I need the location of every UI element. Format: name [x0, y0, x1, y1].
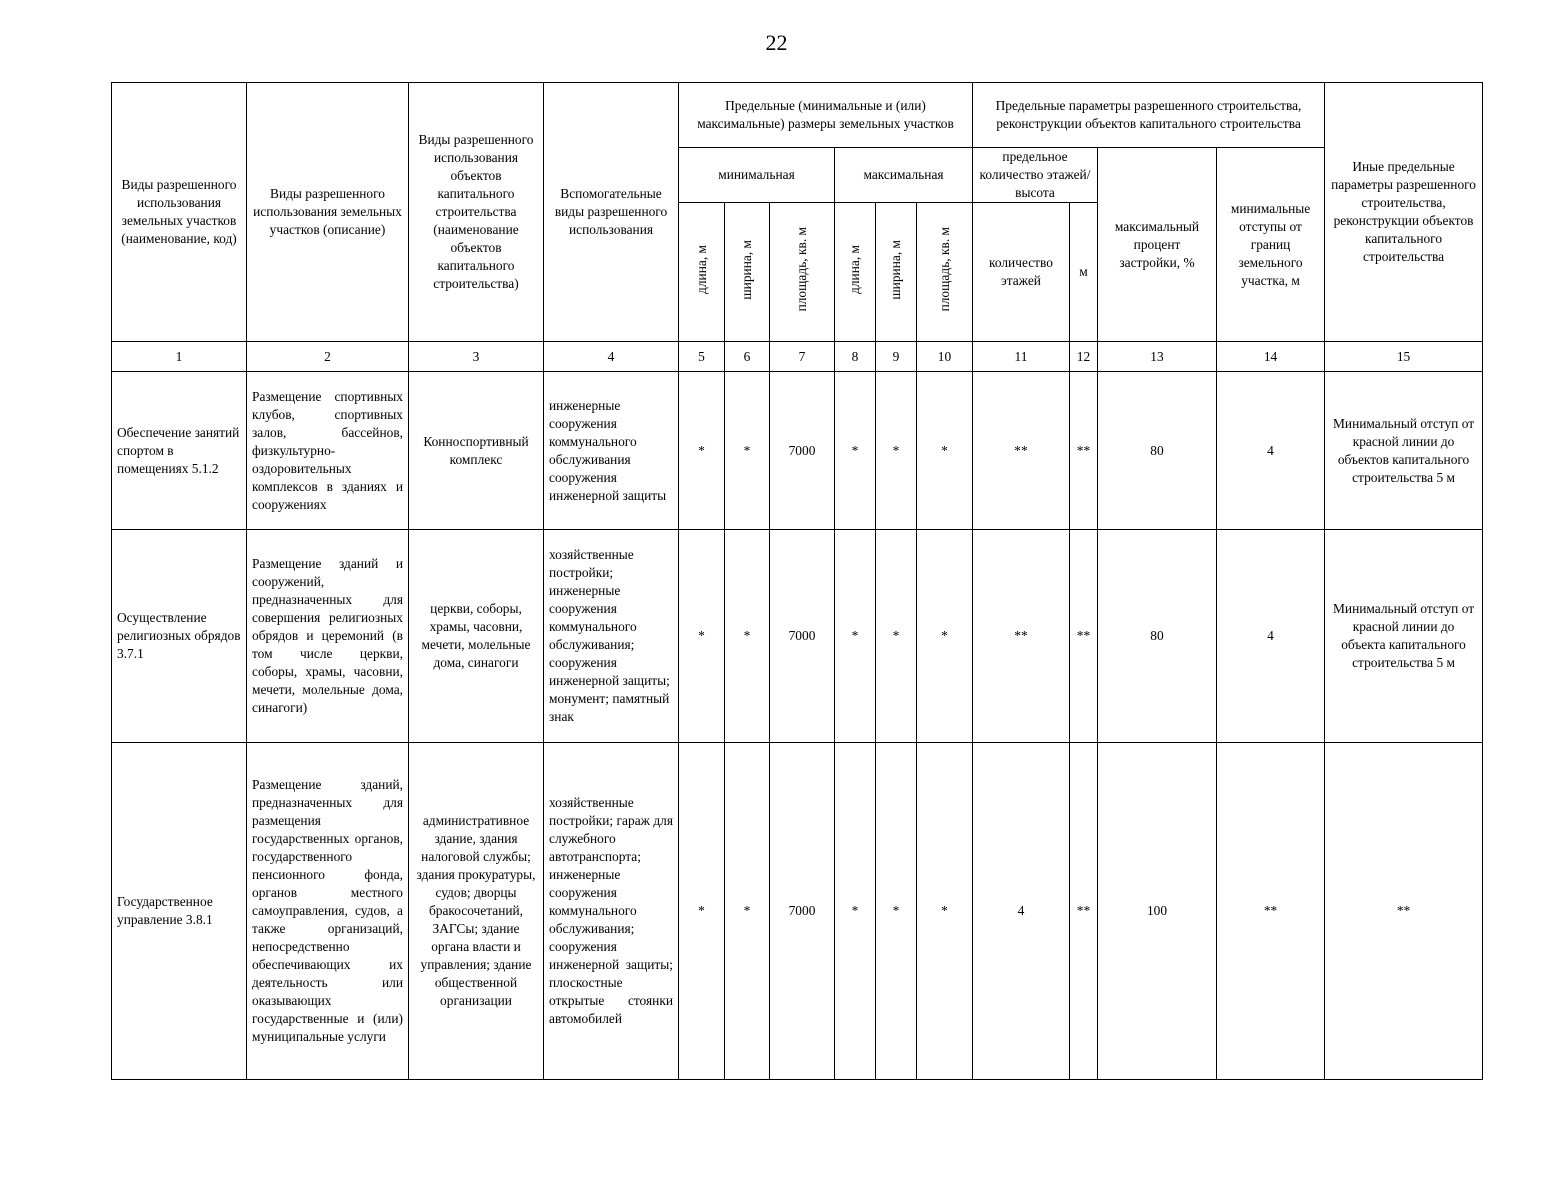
header-min-width: ширина, м: [725, 203, 770, 342]
use-name-cell: Обеспечение занятий спортом в помещениях 5.1.2: [112, 372, 247, 530]
header-floors-count: количество этажей: [973, 203, 1070, 342]
max-percent-cell: 80: [1098, 530, 1217, 743]
floors-cell: **: [973, 372, 1070, 530]
table-row: [112, 530, 1483, 743]
max-length-cell: *: [835, 743, 876, 1080]
max-area-cell: *: [917, 530, 973, 743]
floors-cell: 4: [973, 743, 1070, 1080]
header-build-params: Предельные параметры разрешенного строительства, реконструкции объектов капитального строительства: [973, 83, 1325, 148]
header-max-area: площадь, кв. м: [917, 203, 973, 342]
min-length-cell: *: [679, 372, 725, 530]
table-row: [112, 372, 1483, 530]
column-number: 5: [679, 342, 725, 372]
other-params-cell: Минимальный отступ от красной линии до объекта капитального строительства 5 м: [1325, 530, 1483, 743]
auxiliary-cell: инженерные сооружения коммунального обслуживания сооружения инженерной защиты: [544, 372, 679, 530]
height-cell: **: [1070, 530, 1098, 743]
use-name-cell: Государственное управление 3.8.1: [112, 743, 247, 1080]
height-cell: **: [1070, 372, 1098, 530]
header-min-length: длина, м: [679, 203, 725, 342]
objects-cell: церкви, соборы, храмы, часовни, мечети, молельные дома, синагоги: [409, 530, 544, 743]
header-maximal: максимальная: [835, 148, 973, 203]
column-number: 3: [409, 342, 544, 372]
header-other-params: Иные предельные параметры разрешенного строительства, реконструкции объектов капитального строительства: [1325, 83, 1483, 342]
max-width-cell: *: [876, 743, 917, 1080]
setback-cell: **: [1217, 743, 1325, 1080]
max-width-cell: *: [876, 530, 917, 743]
header-min-area: площадь, кв. м: [770, 203, 835, 342]
header-max-width: ширина, м: [876, 203, 917, 342]
use-name-cell: Осуществление религиозных обрядов 3.7.1: [112, 530, 247, 743]
min-width-cell: *: [725, 530, 770, 743]
column-number: 10: [917, 342, 973, 372]
header-meters: м: [1070, 203, 1098, 342]
column-number: 1: [112, 342, 247, 372]
objects-cell: административное здание, здания налоговой службы; здания прокуратуры, судов; дворцы бракосочетаний, ЗАГСы; здание органа власти и управления; здание общественной организации: [409, 743, 544, 1080]
header-max-percent: максимальный процент застройки, %: [1098, 148, 1217, 342]
zoning-parameters-table: [111, 82, 1483, 1080]
column-number: 15: [1325, 342, 1483, 372]
description-cell: Размещение зданий и сооружений, предназначенных для совершения религиозных обрядов и церемоний (в том числе церкви, соборы, храмы, часовни, мечети, молельные дома, синагоги): [247, 530, 409, 743]
column-number: 12: [1070, 342, 1098, 372]
min-length-cell: *: [679, 743, 725, 1080]
page-number: 22: [765, 30, 788, 55]
other-params-cell: **: [1325, 743, 1483, 1080]
column-number: 11: [973, 342, 1070, 372]
table-row: [112, 743, 1483, 1080]
min-area-cell: 7000: [770, 372, 835, 530]
description-cell: Размещение зданий, предназначенных для размещения государственных органов, государственного пенсионного фонда, органов местного самоуправления, судов, а также организаций, непосредственно обеспечивающих их деятельность или оказывающих государственные и (или) муниципальные услуги: [247, 743, 409, 1080]
max-percent-cell: 80: [1098, 372, 1217, 530]
other-params-cell: Минимальный отступ от красной линии до объектов капитального строительства 5 м: [1325, 372, 1483, 530]
header-max-length: длина, м: [835, 203, 876, 342]
header-plot-sizes: Предельные (минимальные и (или) максимальные) размеры земельных участков: [679, 83, 973, 148]
column-number: 14: [1217, 342, 1325, 372]
header-use-name: Виды разрешенного использования земельных участков (наименование, код): [112, 83, 247, 342]
min-area-cell: 7000: [770, 530, 835, 743]
max-length-cell: *: [835, 372, 876, 530]
column-number: 2: [247, 342, 409, 372]
header-min-setback: минимальные отступы от границ земельного участка, м: [1217, 148, 1325, 342]
description-cell: Размещение спортивных клубов, спортивных залов, бассейнов, физкультурно-оздоровительных комплексов в зданиях и сооружениях: [247, 372, 409, 530]
min-width-cell: *: [725, 743, 770, 1080]
header-floors-height: предельное количество этажей/высота: [973, 148, 1098, 203]
header-objects: Виды разрешенного использования объектов капитального строительства (наименование объектов капитального строительства): [409, 83, 544, 342]
min-length-cell: *: [679, 530, 725, 743]
auxiliary-cell: хозяйственные постройки; инженерные сооружения коммунального обслуживания; сооружения инженерной защиты; монумент; памятный знак: [544, 530, 679, 743]
min-area-cell: 7000: [770, 743, 835, 1080]
column-number: 7: [770, 342, 835, 372]
column-number: 6: [725, 342, 770, 372]
floors-cell: **: [973, 530, 1070, 743]
setback-cell: 4: [1217, 372, 1325, 530]
max-length-cell: *: [835, 530, 876, 743]
max-width-cell: *: [876, 372, 917, 530]
min-width-cell: *: [725, 372, 770, 530]
height-cell: **: [1070, 743, 1098, 1080]
max-percent-cell: 100: [1098, 743, 1217, 1080]
column-number-row: [112, 342, 1483, 372]
column-number: 13: [1098, 342, 1217, 372]
column-number: 8: [835, 342, 876, 372]
header-description: Виды разрешенного использования земельных участков (описание): [247, 83, 409, 342]
max-area-cell: *: [917, 372, 973, 530]
header-minimal: минимальная: [679, 148, 835, 203]
max-area-cell: *: [917, 743, 973, 1080]
objects-cell: Конноспортивный комплекс: [409, 372, 544, 530]
header-auxiliary: Вспомогательные виды разрешенного использования: [544, 83, 679, 342]
column-number: 4: [544, 342, 679, 372]
auxiliary-cell: хозяйственные постройки; гараж для служебного автотранспорта; инженерные сооружения коммунального обслуживания; сооружения инженерной защиты; плоскостные открытые стоянки автомобилей: [544, 743, 679, 1080]
column-number: 9: [876, 342, 917, 372]
setback-cell: 4: [1217, 530, 1325, 743]
